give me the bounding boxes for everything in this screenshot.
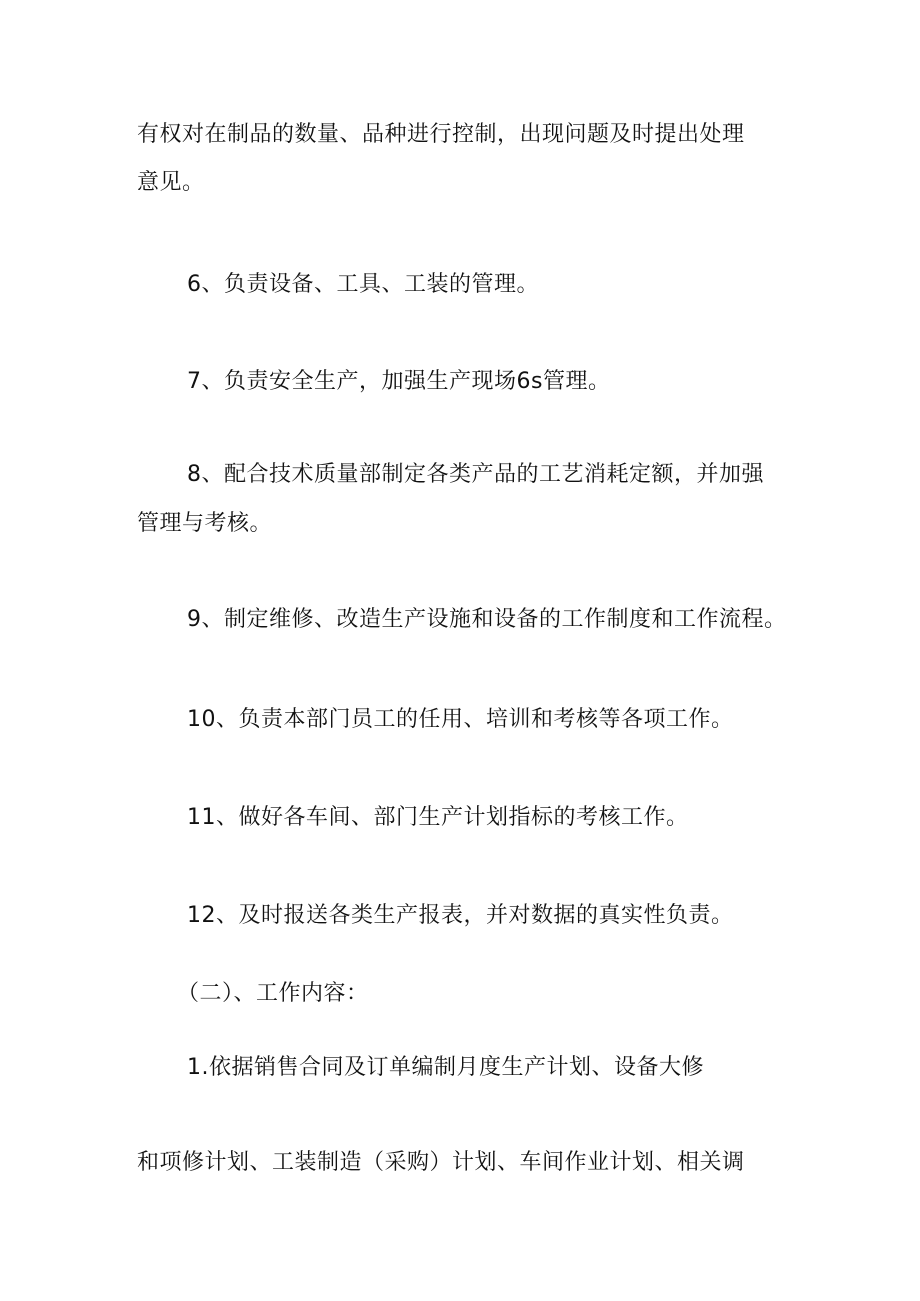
paragraph-line: 意见。 <box>137 170 205 195</box>
section-heading: （二）、工作内容： <box>177 981 369 1006</box>
paragraph-line: 管理与考核。 <box>137 511 273 536</box>
content-item-1: 1.依据销售合同及订单编制月度生产计划、设备大修 <box>187 1055 704 1080</box>
paragraph-line: 有权对在制品的数量、品种进行控制，出现问题及时提出处理 <box>137 122 745 147</box>
list-item-7: 7、负责安全生产，加强生产现场6s管理。 <box>187 369 611 394</box>
list-item-6: 6、负责设备、工具、工装的管理。 <box>187 272 539 297</box>
list-item-11: 11、做好各车间、部门生产计划指标的考核工作。 <box>187 805 689 830</box>
list-item-12: 12、及时报送各类生产报表，并对数据的真实性负责。 <box>187 903 734 928</box>
list-item-10: 10、负责本部门员工的任用、培训和考核等各项工作。 <box>187 707 734 732</box>
list-item-8: 8、配合技术质量部制定各类产品的工艺消耗定额，并加强 <box>187 462 764 487</box>
list-item-9: 9、制定维修、改造生产设施和设备的工作制度和工作流程。 <box>187 607 787 632</box>
paragraph-line: 和项修计划、工装制造（采购）计划、车间作业计划、相关调 <box>137 1150 745 1175</box>
